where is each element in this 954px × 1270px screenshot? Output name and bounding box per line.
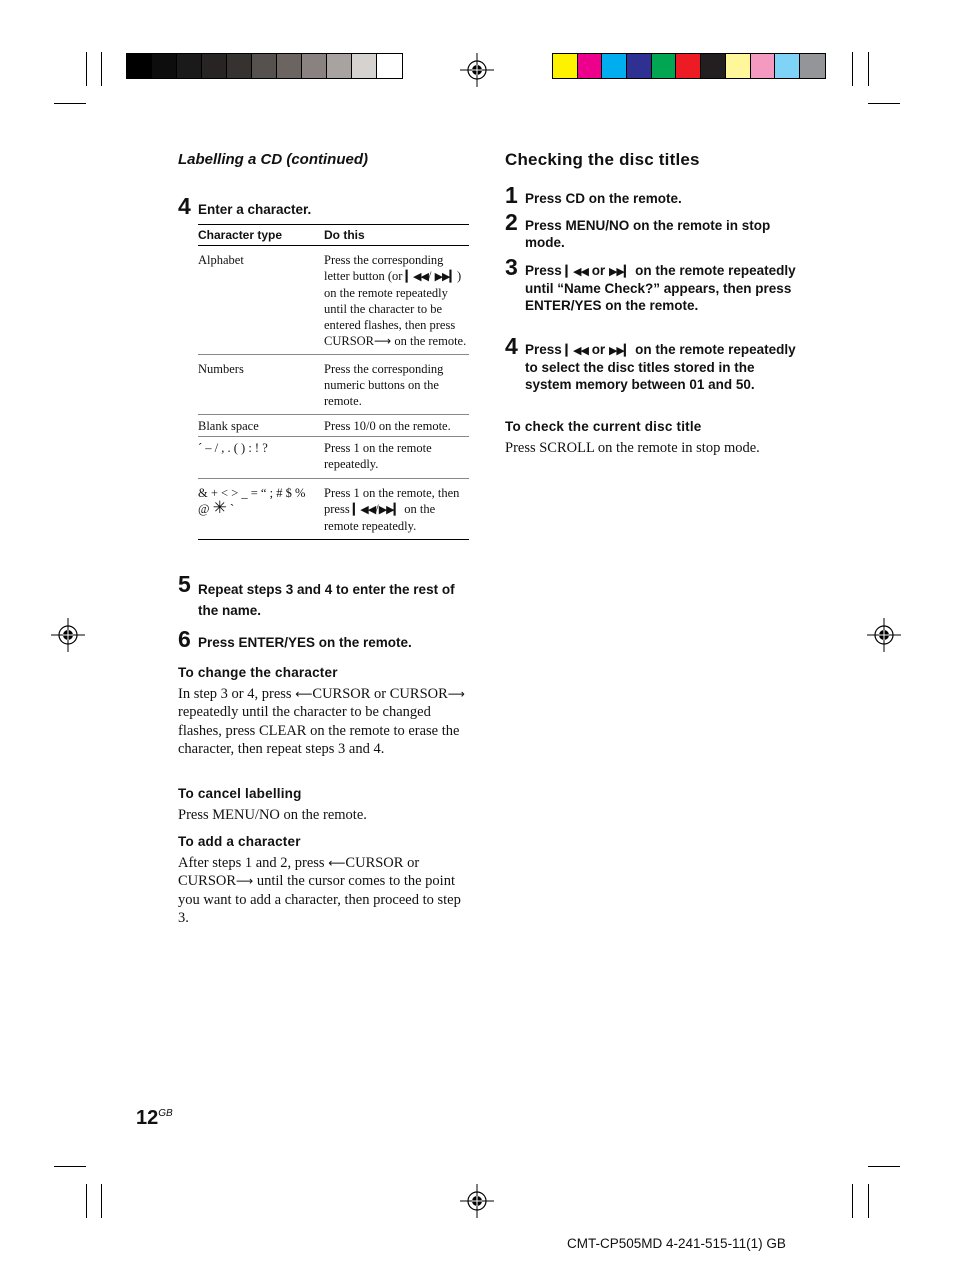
step-number: 6 [178, 626, 191, 652]
page-suffix: GB [158, 1108, 173, 1119]
col-header-do-this: Do this [324, 225, 469, 246]
registration-mark-icon [867, 618, 901, 652]
prev-track-icon: ▎◀◀ [565, 344, 588, 357]
color-swatch [751, 54, 776, 78]
cancel-labelling-text: Press MENU/NO on the remote. [178, 807, 367, 823]
table-row [198, 355, 469, 415]
table-row [198, 415, 469, 437]
add-character-text: After steps 1 and 2, press ⟵CURSOR or CURSOR⟶ until the cursor comes to the point you want to add a character, then proceed to step 3. [178, 855, 461, 926]
table-header-row [198, 225, 469, 246]
left-arrow-icon: ⟵ [295, 687, 313, 701]
add-character-heading: To add a character [178, 834, 301, 849]
page-number: $12^{GB}$ [136, 1107, 173, 1129]
check-title-text: Press SCROLL on the remote in stop mode. [505, 440, 760, 456]
step-number: 4 [505, 333, 518, 359]
color-swatch [676, 54, 701, 78]
table-row [198, 437, 469, 479]
color-swatch [302, 54, 327, 78]
next-track-icon: ▶▶▎ [608, 344, 632, 357]
step-4-enter-character [178, 193, 478, 219]
cell-type: & + < > _ = “ ; # $ % @ ✳ ` [198, 479, 324, 540]
color-swatch [327, 54, 352, 78]
color-swatch [800, 54, 825, 78]
color-calibration-bar [552, 53, 826, 79]
cancel-labelling-heading: To cancel labelling [178, 786, 302, 801]
step-number: 3 [505, 254, 518, 280]
step-text: Press ▎◀◀ or ▶▶▎ on the remote repeatedly until “Name Check?” appears, then press ENTER/YES on the remote. [525, 263, 796, 313]
next-track-icon: ▶▶▎ [608, 265, 632, 278]
step-number: 5 [178, 571, 191, 597]
step-text: Press ▎◀◀ or ▶▶▎ on the remote repeatedly to select the disc titles stored in the system memory between 01 and 50. [525, 342, 796, 392]
col-header-character-type: Character type [198, 225, 324, 246]
color-swatch [775, 54, 800, 78]
color-swatch [352, 54, 377, 78]
step-text: Press MENU/NO on the remote in stop mode. [525, 218, 771, 250]
step-1-press-cd [505, 182, 805, 208]
change-character-text: In step 3 or 4, press ⟵CURSOR or CURSOR⟶ repeatedly until the character to be changed flashes, press CLEAR on the remote to erase the character, then repeat steps 3 and 4. [178, 686, 465, 757]
check-title-heading: To check the current disc title [505, 419, 702, 434]
character-type-table [198, 224, 469, 540]
section-label: Labelling a CD (continued) [178, 151, 368, 168]
color-swatch [152, 54, 177, 78]
color-swatch [202, 54, 227, 78]
model-code: CMT-CP505MD 4-241-515-11(1) GB [567, 1236, 786, 1251]
step-6-enter-yes [178, 626, 478, 652]
cell-action: Press the corresponding letter button (or ▎◀◀/ ▶▶▎) on the remote repeatedly until the character to be entered flashes, then press CURSOR⟶ on the remote. [324, 246, 469, 355]
registration-mark-icon [51, 618, 85, 652]
step-text: Press ENTER/YES on the remote. [198, 635, 412, 650]
cell-action: Press 10/0 on the remote. [324, 415, 469, 437]
gray-calibration-bar [126, 53, 403, 79]
color-swatch [553, 54, 578, 78]
step-4-select-title [505, 333, 800, 393]
step-number: 1 [505, 182, 518, 208]
table-row [198, 246, 469, 355]
cell-type: Alphabet [198, 246, 324, 355]
asterisk-icon: ✳ [212, 498, 227, 518]
table-row [198, 479, 469, 540]
section-title: Checking the disc titles [505, 150, 700, 169]
cell-type: Numbers [198, 355, 324, 415]
color-swatch [726, 54, 751, 78]
color-swatch [252, 54, 277, 78]
color-swatch [377, 54, 402, 78]
color-swatch [578, 54, 603, 78]
right-arrow-icon: ⟶ [447, 687, 465, 701]
step-5-repeat [178, 571, 468, 621]
left-arrow-icon: ⟵ [328, 856, 346, 870]
step-text: Enter a character. [198, 202, 312, 217]
color-swatch [277, 54, 302, 78]
step-text: Press CD on the remote. [525, 191, 682, 206]
next-track-icon: ▶▶▎ [434, 270, 457, 283]
cell-action: Press 1 on the remote, then press ▎◀◀/▶▶▎ on the remote repeatedly. [324, 479, 469, 540]
prev-track-icon: ▎◀◀ [565, 265, 588, 278]
step-number: 4 [178, 193, 191, 219]
cell-action: Press the corresponding numeric buttons on the remote. [324, 355, 469, 415]
color-swatch [602, 54, 627, 78]
color-swatch [701, 54, 726, 78]
cell-type: ´ – / , . ( ) : ! ? [198, 437, 324, 479]
right-arrow-icon: ⟶ [236, 874, 254, 889]
color-swatch [627, 54, 652, 78]
cell-type: Blank space [198, 415, 324, 437]
color-swatch [227, 54, 252, 78]
prev-track-icon: ▎◀◀ [405, 270, 428, 283]
step-3-name-check [505, 254, 800, 314]
cell-action: Press 1 on the remote repeatedly. [324, 437, 469, 479]
color-swatch [127, 54, 152, 78]
registration-mark-icon [460, 1184, 494, 1218]
next-track-icon: ▶▶▎ [378, 503, 402, 516]
change-character-heading: To change the character [178, 665, 338, 680]
color-swatch [652, 54, 677, 78]
step-number: 2 [505, 209, 518, 235]
step-text: Repeat steps 3 and 4 to enter the rest of the name. [198, 582, 455, 618]
step-2-press-menu [505, 209, 800, 251]
color-swatch [177, 54, 202, 78]
registration-mark-icon [460, 53, 494, 87]
right-arrow-icon: ⟶ [374, 334, 392, 348]
prev-track-icon: ▎◀◀ [352, 503, 376, 516]
